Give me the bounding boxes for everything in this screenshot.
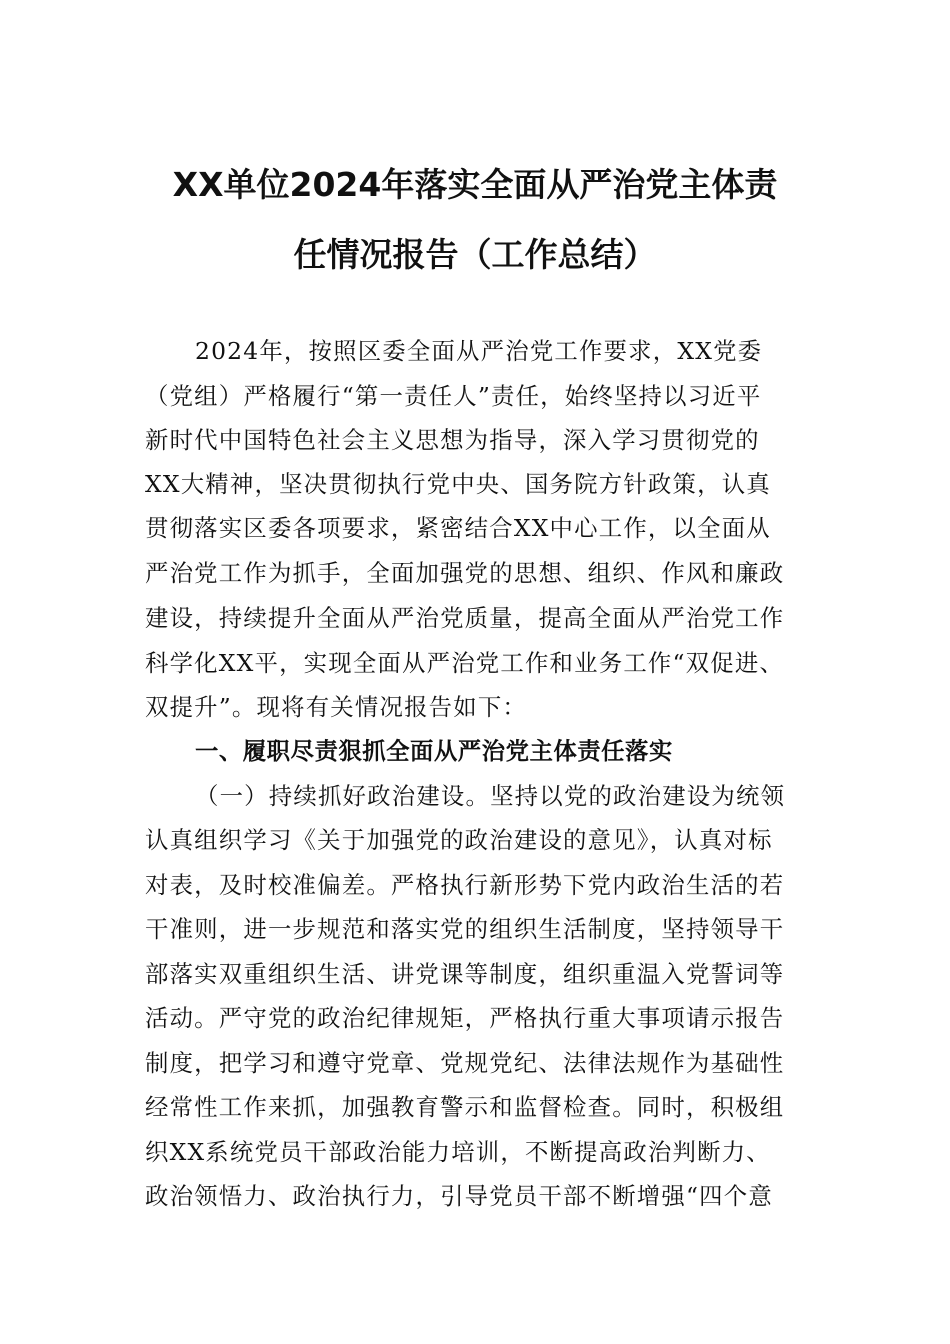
body-line: 活动。严守党的政治纪律规矩，严格执行重大事项请示报告 — [145, 1004, 785, 1032]
body-line: 建设，持续提升全面从严治党质量，提高全面从严治党工作 — [145, 604, 785, 632]
body-line: 贯彻落实区委各项要求，紧密结合XX中心工作，以全面从 — [145, 514, 771, 542]
body-line: （一）持续抓好政治建设。坚持以党的政治建设为统领 — [195, 782, 786, 810]
body-line: 认真组织学习《关于加强党的政治建设的意见》，认真对标 — [145, 826, 773, 854]
body-line: 2024年，按照区委全面从严治党工作要求，XX党委 — [195, 337, 763, 365]
body-line: 干准则，进一步规范和落实党的组织生活制度，坚持领导干 — [145, 915, 785, 943]
body-line: 经常性工作来抓，加强教育警示和监督检查。同时，积极组 — [145, 1093, 785, 1121]
document-title-line-2: 任情况报告（工作总结） — [293, 235, 657, 274]
body-line: 部落实双重组织生活、讲党课等制度，组织重温入党誓词等 — [145, 960, 785, 988]
body-line: XX大精神，坚决贯彻执行党中央、国务院方针政策，认真 — [145, 470, 771, 498]
body-line: 制度，把学习和遵守党章、党规党纪、法律法规作为基础性 — [145, 1049, 785, 1077]
body-line: 政治领悟力、政治执行力，引导党员干部不断增强“四个意 — [145, 1182, 773, 1210]
section-heading: 一、履职尽责狠抓全面从严治党主体责任落实 — [195, 737, 673, 765]
body-line: 新时代中国特色社会主义思想为指导，深入学习贯彻党的 — [145, 426, 760, 454]
body-line: （党组）严格履行“第一责任人”责任，始终坚持以习近平 — [145, 382, 762, 410]
body-line: 织XX系统党员干部政治能力培训，不断提高政治判断力、 — [145, 1138, 771, 1166]
body-line: 对表，及时校准偏差。严格执行新形势下党内政治生活的若 — [145, 871, 785, 899]
body-line: 科学化XX平，实现全面从严治党工作和业务工作“双促进、 — [145, 649, 785, 677]
body-line: 双提升”。现将有关情况报告如下： — [145, 693, 528, 721]
document-title-line-1: XX单位2024年落实全面从严治党主体责 — [172, 165, 778, 204]
body-line: 严治党工作为抓手，全面加强党的思想、组织、作风和廉政 — [145, 559, 785, 587]
